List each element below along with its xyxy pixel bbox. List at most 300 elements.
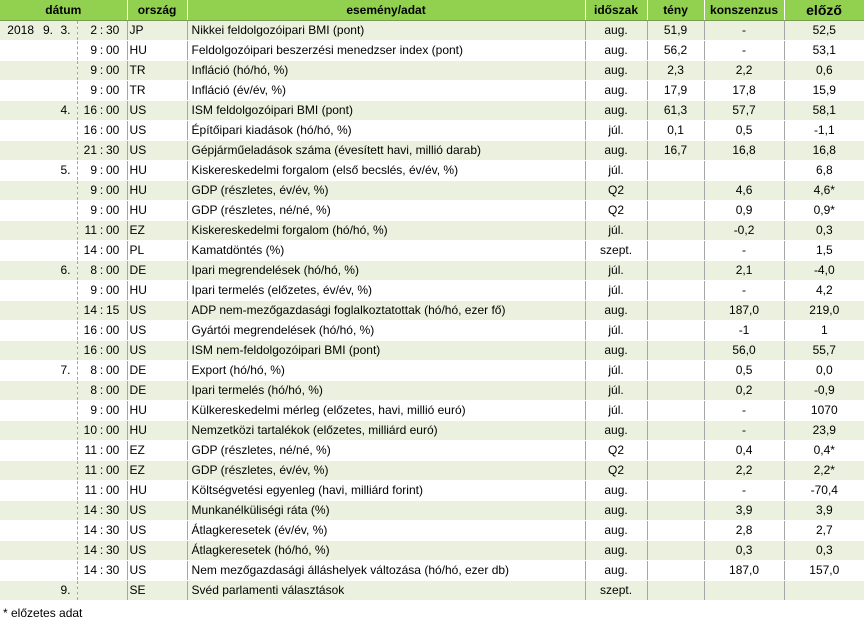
cell-period: aug. xyxy=(585,481,647,501)
cell-consensus: 0,5 xyxy=(704,361,784,381)
cell-period: júl. xyxy=(585,381,647,401)
cell-actual: 61,3 xyxy=(647,101,704,121)
cell-country: US xyxy=(127,121,187,141)
cell-actual xyxy=(647,441,704,461)
cell-hour: 14 xyxy=(77,501,97,521)
cell-year xyxy=(0,461,37,481)
cell-day xyxy=(54,481,77,501)
table-row xyxy=(0,301,864,321)
cell-previous: 55,7 xyxy=(784,341,864,361)
cell-event: Ipari megrendelések (hó/hó, %) xyxy=(187,261,585,281)
cell-minute: 00 xyxy=(106,261,127,281)
cell-hour: 9 xyxy=(77,161,97,181)
cell-hour: 9 xyxy=(77,181,97,201)
cell-country: DE xyxy=(127,381,187,401)
cell-month xyxy=(37,441,54,461)
cell-month xyxy=(37,41,54,61)
cell-month xyxy=(37,381,54,401)
cell-period: aug. xyxy=(585,301,647,321)
cell-month xyxy=(37,461,54,481)
cell-country: US xyxy=(127,321,187,341)
cell-actual xyxy=(647,161,704,181)
cell-actual xyxy=(647,381,704,401)
cell-event: Kiskereskedelmi forgalom (első becslés, év/év, %) xyxy=(187,161,585,181)
cell-year xyxy=(0,321,37,341)
cell-previous: 52,5 xyxy=(784,21,864,41)
cell-previous: 2,7 xyxy=(784,521,864,541)
cell-previous: -0,9 xyxy=(784,381,864,401)
table-row xyxy=(0,41,864,61)
cell-time-separator: : xyxy=(97,441,106,461)
cell-actual: 56,2 xyxy=(647,41,704,61)
cell-actual xyxy=(647,261,704,281)
cell-time-separator: : xyxy=(97,101,106,121)
cell-hour: 2 xyxy=(77,21,97,41)
cell-time-separator: : xyxy=(97,161,106,181)
cell-minute: 00 xyxy=(106,421,127,441)
header-actual: tény xyxy=(647,0,704,21)
cell-minute: 30 xyxy=(106,521,127,541)
cell-country: US xyxy=(127,501,187,521)
cell-month xyxy=(37,561,54,581)
cell-day xyxy=(54,81,77,101)
cell-consensus: 56,0 xyxy=(704,341,784,361)
cell-event: Munkanélküliségi ráta (%) xyxy=(187,501,585,521)
cell-hour: 9 xyxy=(77,281,97,301)
cell-minute: 00 xyxy=(106,381,127,401)
footnote: * előzetes adat xyxy=(3,606,83,620)
cell-day xyxy=(54,501,77,521)
cell-previous: 15,9 xyxy=(784,81,864,101)
cell-consensus: - xyxy=(704,241,784,261)
cell-day xyxy=(54,141,77,161)
header-period: időszak xyxy=(585,0,647,21)
cell-period: aug. xyxy=(585,21,647,41)
cell-month xyxy=(37,241,54,261)
cell-minute: 30 xyxy=(106,561,127,581)
cell-minute: 30 xyxy=(106,501,127,521)
cell-event: Nemzetközi tartalékok (előzetes, milliárd euró) xyxy=(187,421,585,441)
cell-day xyxy=(54,381,77,401)
cell-event: Feldolgozóipari beszerzési menedzser index (pont) xyxy=(187,41,585,61)
cell-actual xyxy=(647,241,704,261)
cell-consensus: 2,2 xyxy=(704,61,784,81)
cell-actual xyxy=(647,521,704,541)
cell-hour: 10 xyxy=(77,421,97,441)
cell-event: Infláció (év/év, %) xyxy=(187,81,585,101)
cell-period: Q2 xyxy=(585,201,647,221)
cell-time-separator: : xyxy=(97,301,106,321)
cell-time-separator: : xyxy=(97,561,106,581)
cell-time-separator: : xyxy=(97,541,106,561)
cell-actual xyxy=(647,421,704,441)
cell-month xyxy=(37,101,54,121)
cell-day xyxy=(54,321,77,341)
cell-time-separator: : xyxy=(97,521,106,541)
cell-minute: 00 xyxy=(106,321,127,341)
cell-consensus: 0,3 xyxy=(704,541,784,561)
cell-hour: 16 xyxy=(77,341,97,361)
cell-previous: 53,1 xyxy=(784,41,864,61)
cell-consensus: - xyxy=(704,481,784,501)
cell-country: HU xyxy=(127,401,187,421)
table-row xyxy=(0,381,864,401)
cell-hour: 16 xyxy=(77,121,97,141)
cell-consensus: 17,8 xyxy=(704,81,784,101)
cell-month xyxy=(37,81,54,101)
cell-actual: 16,7 xyxy=(647,141,704,161)
cell-year xyxy=(0,581,37,601)
table-row xyxy=(0,121,864,141)
cell-day xyxy=(54,221,77,241)
cell-day: 4. xyxy=(54,101,77,121)
cell-country: HU xyxy=(127,181,187,201)
cell-actual xyxy=(647,481,704,501)
cell-country: TR xyxy=(127,61,187,81)
cell-day xyxy=(54,301,77,321)
cell-day xyxy=(54,201,77,221)
cell-minute: 00 xyxy=(106,201,127,221)
table-row xyxy=(0,521,864,541)
table-row xyxy=(0,401,864,421)
cell-hour: 14 xyxy=(77,541,97,561)
cell-year xyxy=(0,221,37,241)
cell-month xyxy=(37,61,54,81)
cell-hour: 8 xyxy=(77,381,97,401)
table-row xyxy=(0,361,864,381)
cell-minute: 00 xyxy=(106,401,127,421)
table-row xyxy=(0,81,864,101)
cell-year xyxy=(0,501,37,521)
cell-previous xyxy=(784,581,864,601)
cell-minute: 00 xyxy=(106,441,127,461)
cell-previous: -70,4 xyxy=(784,481,864,501)
cell-day xyxy=(54,521,77,541)
cell-period: júl. xyxy=(585,161,647,181)
cell-year xyxy=(0,181,37,201)
cell-previous: 157,0 xyxy=(784,561,864,581)
table-row xyxy=(0,241,864,261)
cell-period: aug. xyxy=(585,141,647,161)
cell-hour: 9 xyxy=(77,201,97,221)
cell-country: DE xyxy=(127,361,187,381)
cell-period: aug. xyxy=(585,421,647,441)
cell-minute: 00 xyxy=(106,241,127,261)
cell-year xyxy=(0,301,37,321)
cell-time-separator: : xyxy=(97,221,106,241)
cell-previous: 0,3 xyxy=(784,541,864,561)
cell-minute: 00 xyxy=(106,81,127,101)
cell-country: US xyxy=(127,101,187,121)
cell-event: ADP nem-mezőgazdasági foglalkoztatottak (hó/hó, ezer fő) xyxy=(187,301,585,321)
cell-period: júl. xyxy=(585,121,647,141)
cell-event: Svéd parlamenti választások xyxy=(187,581,585,601)
cell-country: EZ xyxy=(127,441,187,461)
cell-month xyxy=(37,201,54,221)
cell-event: Nem mezőgazdasági álláshelyek változása (hó/hó, ezer db) xyxy=(187,561,585,581)
cell-consensus: 3,9 xyxy=(704,501,784,521)
cell-time-separator: : xyxy=(97,381,106,401)
cell-country: HU xyxy=(127,201,187,221)
cell-day xyxy=(54,121,77,141)
cell-minute: 00 xyxy=(106,41,127,61)
cell-time-separator xyxy=(97,581,106,601)
cell-event: GDP (részletes, év/év, %) xyxy=(187,181,585,201)
cell-year xyxy=(0,541,37,561)
cell-day xyxy=(54,541,77,561)
cell-actual xyxy=(647,541,704,561)
cell-actual: 17,9 xyxy=(647,81,704,101)
cell-minute: 30 xyxy=(106,141,127,161)
cell-country: US xyxy=(127,301,187,321)
table-row xyxy=(0,341,864,361)
cell-period: aug. xyxy=(585,501,647,521)
cell-country: JP xyxy=(127,21,187,41)
cell-consensus: - xyxy=(704,21,784,41)
cell-year xyxy=(0,41,37,61)
cell-time-separator: : xyxy=(97,421,106,441)
cell-day xyxy=(54,561,77,581)
cell-day xyxy=(54,341,77,361)
cell-minute: 15 xyxy=(106,301,127,321)
cell-minute: 00 xyxy=(106,181,127,201)
cell-year xyxy=(0,241,37,261)
cell-time-separator: : xyxy=(97,241,106,261)
cell-previous: 0,3 xyxy=(784,221,864,241)
cell-event: Átlagkeresetek (év/év, %) xyxy=(187,521,585,541)
cell-event: Építőipari kiadások (hó/hó, %) xyxy=(187,121,585,141)
cell-period: aug. xyxy=(585,561,647,581)
cell-hour: 9 xyxy=(77,41,97,61)
cell-period: júl. xyxy=(585,401,647,421)
cell-event: ISM feldolgozóipari BMI (pont) xyxy=(187,101,585,121)
cell-year xyxy=(0,141,37,161)
cell-event: Nikkei feldolgozóipari BMI (pont) xyxy=(187,21,585,41)
cell-day xyxy=(54,281,77,301)
cell-month xyxy=(37,121,54,141)
table-row xyxy=(0,501,864,521)
cell-actual: 2,3 xyxy=(647,61,704,81)
cell-actual xyxy=(647,221,704,241)
cell-minute: 30 xyxy=(106,541,127,561)
cell-country: HU xyxy=(127,281,187,301)
cell-consensus: - xyxy=(704,421,784,441)
cell-month xyxy=(37,361,54,381)
header-country: ország xyxy=(127,0,187,21)
cell-year xyxy=(0,361,37,381)
cell-day xyxy=(54,181,77,201)
cell-period: júl. xyxy=(585,261,647,281)
table-row xyxy=(0,281,864,301)
cell-actual xyxy=(647,401,704,421)
cell-year xyxy=(0,381,37,401)
table-row xyxy=(0,21,864,41)
cell-minute: 00 xyxy=(106,281,127,301)
cell-hour: 8 xyxy=(77,261,97,281)
cell-event: Átlagkeresetek (hó/hó, %) xyxy=(187,541,585,561)
cell-consensus: 0,2 xyxy=(704,381,784,401)
cell-consensus: - xyxy=(704,41,784,61)
cell-previous: 4,6* xyxy=(784,181,864,201)
cell-hour: 14 xyxy=(77,241,97,261)
cell-year xyxy=(0,281,37,301)
cell-time-separator: : xyxy=(97,41,106,61)
cell-period: aug. xyxy=(585,101,647,121)
cell-month xyxy=(37,181,54,201)
cell-year xyxy=(0,441,37,461)
cell-hour: 16 xyxy=(77,101,97,121)
cell-consensus: - xyxy=(704,401,784,421)
cell-actual xyxy=(647,581,704,601)
table-row xyxy=(0,221,864,241)
cell-time-separator: : xyxy=(97,201,106,221)
cell-previous: -4,0 xyxy=(784,261,864,281)
cell-consensus: -1 xyxy=(704,321,784,341)
cell-year xyxy=(0,101,37,121)
cell-consensus xyxy=(704,581,784,601)
cell-year: 2018 xyxy=(0,21,37,41)
cell-country: HU xyxy=(127,41,187,61)
cell-time-separator: : xyxy=(97,281,106,301)
cell-year xyxy=(0,561,37,581)
cell-time-separator: : xyxy=(97,321,106,341)
cell-hour: 9 xyxy=(77,401,97,421)
cell-minute: 00 xyxy=(106,361,127,381)
cell-previous: 6,8 xyxy=(784,161,864,181)
cell-time-separator: : xyxy=(97,461,106,481)
cell-previous: 1,5 xyxy=(784,241,864,261)
cell-period: júl. xyxy=(585,361,647,381)
cell-hour: 9 xyxy=(77,81,97,101)
table-row xyxy=(0,201,864,221)
cell-country: HU xyxy=(127,481,187,501)
cell-event: GDP (részletes, né/né, %) xyxy=(187,201,585,221)
cell-previous: 16,8 xyxy=(784,141,864,161)
cell-period: júl. xyxy=(585,221,647,241)
cell-hour: 8 xyxy=(77,361,97,381)
cell-country: DE xyxy=(127,261,187,281)
cell-event: Ipari termelés (hó/hó, %) xyxy=(187,381,585,401)
cell-previous: 0,9* xyxy=(784,201,864,221)
cell-day xyxy=(54,401,77,421)
cell-year xyxy=(0,61,37,81)
cell-time-separator: : xyxy=(97,261,106,281)
cell-minute xyxy=(106,581,127,601)
table-row xyxy=(0,181,864,201)
cell-year xyxy=(0,341,37,361)
cell-time-separator: : xyxy=(97,341,106,361)
cell-event: Ipari termelés (előzetes, év/év, %) xyxy=(187,281,585,301)
cell-month xyxy=(37,221,54,241)
cell-previous: 4,2 xyxy=(784,281,864,301)
cell-period: aug. xyxy=(585,521,647,541)
cell-event: Infláció (hó/hó, %) xyxy=(187,61,585,81)
cell-actual xyxy=(647,501,704,521)
cell-previous: 58,1 xyxy=(784,101,864,121)
table-row xyxy=(0,481,864,501)
cell-hour: 14 xyxy=(77,561,97,581)
cell-previous: 1070 xyxy=(784,401,864,421)
cell-period: júl. xyxy=(585,281,647,301)
cell-event: Kiskereskedelmi forgalom (hó/hó, %) xyxy=(187,221,585,241)
cell-year xyxy=(0,401,37,421)
cell-country: US xyxy=(127,141,187,161)
table-row xyxy=(0,61,864,81)
cell-actual xyxy=(647,301,704,321)
cell-month xyxy=(37,301,54,321)
header-consensus: konszenzus xyxy=(704,0,784,21)
cell-previous: 2,2* xyxy=(784,461,864,481)
cell-hour: 11 xyxy=(77,441,97,461)
cell-day xyxy=(54,421,77,441)
cell-consensus: 16,8 xyxy=(704,141,784,161)
cell-actual xyxy=(647,341,704,361)
cell-time-separator: : xyxy=(97,141,106,161)
cell-event: Gyártói megrendelések (hó/hó, %) xyxy=(187,321,585,341)
cell-year xyxy=(0,421,37,441)
cell-event: ISM nem-feldolgozóipari BMI (pont) xyxy=(187,341,585,361)
table-body xyxy=(0,21,864,601)
cell-hour: 21 xyxy=(77,141,97,161)
cell-time-separator: : xyxy=(97,501,106,521)
cell-month xyxy=(37,541,54,561)
cell-month xyxy=(37,521,54,541)
cell-consensus: 0,9 xyxy=(704,201,784,221)
cell-month xyxy=(37,481,54,501)
cell-period: aug. xyxy=(585,541,647,561)
table-row xyxy=(0,101,864,121)
cell-actual xyxy=(647,201,704,221)
cell-minute: 00 xyxy=(106,61,127,81)
cell-consensus: 2,1 xyxy=(704,261,784,281)
cell-minute: 00 xyxy=(106,161,127,181)
cell-period: Q2 xyxy=(585,181,647,201)
cell-day xyxy=(54,461,77,481)
cell-minute: 00 xyxy=(106,121,127,141)
cell-event: Költségvetési egyenleg (havi, milliárd forint) xyxy=(187,481,585,501)
cell-event: GDP (részletes, né/né, %) xyxy=(187,441,585,461)
cell-month xyxy=(37,261,54,281)
cell-event: Gépjárműeladások száma (évesített havi, millió darab) xyxy=(187,141,585,161)
cell-country: US xyxy=(127,341,187,361)
cell-hour xyxy=(77,581,97,601)
cell-period: aug. xyxy=(585,341,647,361)
cell-actual xyxy=(647,181,704,201)
cell-consensus: -0,2 xyxy=(704,221,784,241)
cell-time-separator: : xyxy=(97,121,106,141)
cell-day: 7. xyxy=(54,361,77,381)
cell-previous: 3,9 xyxy=(784,501,864,521)
cell-consensus: 2,8 xyxy=(704,521,784,541)
cell-country: US xyxy=(127,561,187,581)
header-previous: előző xyxy=(784,0,864,21)
cell-event: Export (hó/hó, %) xyxy=(187,361,585,381)
cell-actual xyxy=(647,321,704,341)
cell-month xyxy=(37,141,54,161)
cell-period: szept. xyxy=(585,241,647,261)
cell-hour: 9 xyxy=(77,61,97,81)
cell-consensus: 187,0 xyxy=(704,301,784,321)
cell-day xyxy=(54,441,77,461)
table-row xyxy=(0,161,864,181)
cell-day: 6. xyxy=(54,261,77,281)
cell-consensus: 2,2 xyxy=(704,461,784,481)
header-row xyxy=(0,0,864,21)
cell-previous: 1 xyxy=(784,321,864,341)
cell-year xyxy=(0,481,37,501)
cell-day xyxy=(54,241,77,261)
cell-hour: 14 xyxy=(77,521,97,541)
